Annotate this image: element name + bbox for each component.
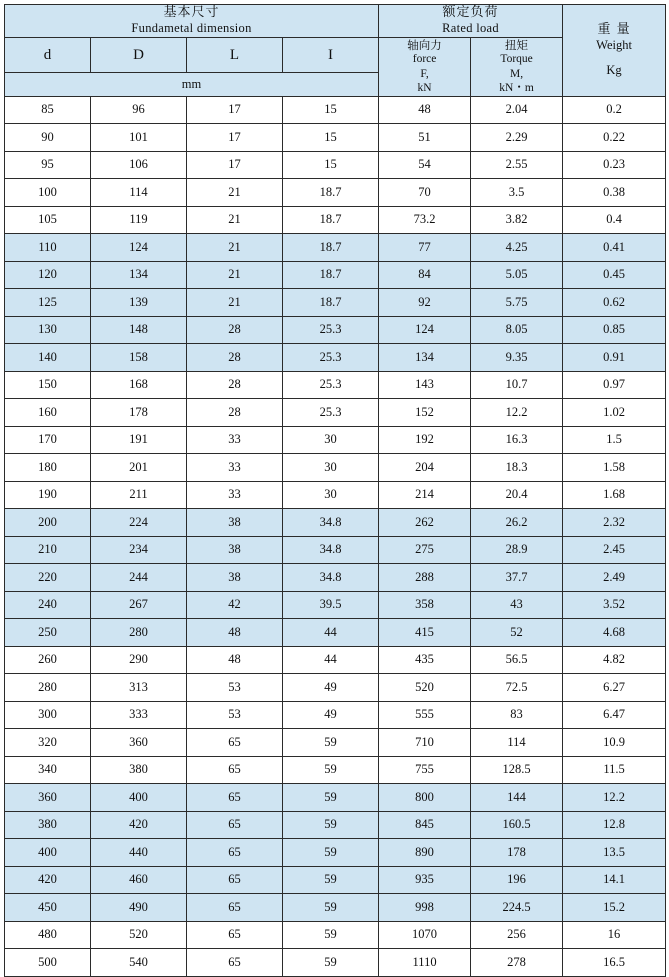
table-cell: 65	[187, 949, 283, 977]
table-cell: 114	[471, 729, 563, 757]
table-cell: 72.5	[471, 674, 563, 702]
table-cell: 2.04	[471, 96, 563, 124]
table-cell: 150	[5, 371, 91, 399]
table-cell: 65	[187, 729, 283, 757]
table-cell: 3.5	[471, 179, 563, 207]
header-col-d-label: d	[43, 46, 52, 63]
table-row	[5, 811, 666, 839]
table-cell: 450	[5, 894, 91, 922]
header-group-dimension	[5, 5, 379, 38]
table-cell: 51	[379, 124, 471, 152]
table-cell: 4.68	[563, 619, 666, 647]
table-cell: 83	[471, 701, 563, 729]
table-row	[5, 454, 666, 482]
table-cell: 12.8	[563, 811, 666, 839]
table-row	[5, 509, 666, 537]
table-row	[5, 674, 666, 702]
table-row	[5, 96, 666, 124]
table-cell: 21	[187, 261, 283, 289]
table-cell: 144	[471, 784, 563, 812]
table-row	[5, 124, 666, 152]
header-weight-unit: Kg	[606, 62, 622, 77]
table-cell: 25.3	[283, 371, 379, 399]
table-cell: 13.5	[563, 839, 666, 867]
table-cell: 555	[379, 701, 471, 729]
table-cell: 92	[379, 289, 471, 317]
table-cell: 755	[379, 756, 471, 784]
table-cell: 0.41	[563, 234, 666, 262]
table-cell: 59	[283, 839, 379, 867]
table-cell: 70	[379, 179, 471, 207]
table-cell: 26.2	[471, 509, 563, 537]
table-cell: 520	[91, 921, 187, 949]
table-cell: 260	[5, 646, 91, 674]
header-weight-cn: 重 量	[597, 22, 631, 38]
table-cell: 65	[187, 839, 283, 867]
table-row	[5, 564, 666, 592]
table-cell: 10.7	[471, 371, 563, 399]
header-col-L	[187, 38, 283, 73]
table-cell: 0.45	[563, 261, 666, 289]
table-cell: 3.82	[471, 206, 563, 234]
table-cell: 119	[91, 206, 187, 234]
table-cell: 65	[187, 921, 283, 949]
table-row	[5, 784, 666, 812]
table-cell: 220	[5, 564, 91, 592]
table-cell: 160	[5, 399, 91, 427]
table-cell: 90	[5, 124, 91, 152]
table-cell: 275	[379, 536, 471, 564]
table-row	[5, 289, 666, 317]
table-cell: 12.2	[471, 399, 563, 427]
table-cell: 15	[283, 96, 379, 124]
table-cell: 20.4	[471, 481, 563, 509]
table-cell: 320	[5, 729, 91, 757]
table-cell: 0.97	[563, 371, 666, 399]
table-cell: 0.38	[563, 179, 666, 207]
table-cell: 420	[5, 866, 91, 894]
table-row	[5, 619, 666, 647]
table-cell: 8.05	[471, 316, 563, 344]
table-cell: 360	[5, 784, 91, 812]
table-cell: 290	[91, 646, 187, 674]
table-cell: 18.3	[471, 454, 563, 482]
table-cell: 520	[379, 674, 471, 702]
table-cell: 38	[187, 564, 283, 592]
table-cell: 25.3	[283, 399, 379, 427]
table-cell: 34.8	[283, 509, 379, 537]
table-cell: 160.5	[471, 811, 563, 839]
header-torque-cn: 扭矩	[505, 38, 529, 52]
table-cell: 52	[471, 619, 563, 647]
table-cell: 480	[5, 921, 91, 949]
table-cell: 262	[379, 509, 471, 537]
table-cell: 5.05	[471, 261, 563, 289]
table-cell: 140	[5, 344, 91, 372]
table-cell: 44	[283, 619, 379, 647]
table-cell: 17	[187, 96, 283, 124]
table-cell: 1070	[379, 921, 471, 949]
table-cell: 998	[379, 894, 471, 922]
table-cell: 360	[91, 729, 187, 757]
table-cell: 278	[471, 949, 563, 977]
table-cell: 44	[283, 646, 379, 674]
table-row	[5, 536, 666, 564]
table-cell: 48	[187, 619, 283, 647]
table-cell: 65	[187, 811, 283, 839]
header-force-unit: kN	[417, 82, 432, 95]
table-cell: 0.4	[563, 206, 666, 234]
table-cell: 0.23	[563, 151, 666, 179]
table-cell: 43	[471, 591, 563, 619]
table-cell: 1110	[379, 949, 471, 977]
table-cell: 2.55	[471, 151, 563, 179]
table-cell: 415	[379, 619, 471, 647]
table-cell: 28	[187, 399, 283, 427]
table-cell: 124	[91, 234, 187, 262]
table-cell: 244	[91, 564, 187, 592]
table-cell: 170	[5, 426, 91, 454]
table-cell: 59	[283, 949, 379, 977]
table-cell: 210	[5, 536, 91, 564]
table-cell: 250	[5, 619, 91, 647]
table-cell: 30	[283, 454, 379, 482]
table-cell: 18.7	[283, 289, 379, 317]
table-body	[5, 96, 666, 976]
table-cell: 59	[283, 784, 379, 812]
header-torque-unit: kN・m	[499, 82, 534, 95]
table-cell: 3.52	[563, 591, 666, 619]
table-cell: 33	[187, 426, 283, 454]
table-cell: 890	[379, 839, 471, 867]
table-cell: 42	[187, 591, 283, 619]
table-cell: 4.82	[563, 646, 666, 674]
table-cell: 59	[283, 866, 379, 894]
table-cell: 435	[379, 646, 471, 674]
header-force-cn: 轴向力	[407, 38, 442, 52]
table-cell: 30	[283, 481, 379, 509]
table-cell: 48	[187, 646, 283, 674]
table-cell: 333	[91, 701, 187, 729]
table-cell: 1.68	[563, 481, 666, 509]
table-cell: 935	[379, 866, 471, 894]
table-cell: 440	[91, 839, 187, 867]
table-cell: 59	[283, 756, 379, 784]
table-cell: 420	[91, 811, 187, 839]
table-row	[5, 234, 666, 262]
table-row	[5, 426, 666, 454]
table-cell: 28.9	[471, 536, 563, 564]
table-cell: 4.25	[471, 234, 563, 262]
table-cell: 73.2	[379, 206, 471, 234]
table-cell: 10.9	[563, 729, 666, 757]
table-cell: 12.2	[563, 784, 666, 812]
header-col-I	[283, 38, 379, 73]
table-cell: 1.58	[563, 454, 666, 482]
table-row	[5, 894, 666, 922]
table-cell: 17	[187, 151, 283, 179]
table-cell: 224.5	[471, 894, 563, 922]
table-cell: 59	[283, 811, 379, 839]
table-cell: 201	[91, 454, 187, 482]
table-cell: 53	[187, 674, 283, 702]
table-cell: 54	[379, 151, 471, 179]
table-cell: 101	[91, 124, 187, 152]
table-cell: 191	[91, 426, 187, 454]
table-cell: 48	[379, 96, 471, 124]
table-cell: 65	[187, 866, 283, 894]
table-cell: 65	[187, 784, 283, 812]
table-cell: 65	[187, 756, 283, 784]
table-cell: 300	[5, 701, 91, 729]
table-row	[5, 729, 666, 757]
table-cell: 21	[187, 206, 283, 234]
table-cell: 49	[283, 674, 379, 702]
table-row	[5, 399, 666, 427]
table-cell: 21	[187, 289, 283, 317]
table-cell: 85	[5, 96, 91, 124]
table-cell: 400	[91, 784, 187, 812]
table-cell: 110	[5, 234, 91, 262]
table-cell: 1.02	[563, 399, 666, 427]
table-cell: 800	[379, 784, 471, 812]
table-cell: 190	[5, 481, 91, 509]
table-cell: 0.85	[563, 316, 666, 344]
specification-table	[4, 4, 666, 977]
table-cell: 6.47	[563, 701, 666, 729]
table-cell: 9.35	[471, 344, 563, 372]
table-cell: 178	[471, 839, 563, 867]
header-col-torque	[471, 38, 563, 97]
table-cell: 49	[283, 701, 379, 729]
table-cell: 139	[91, 289, 187, 317]
table-cell: 18.7	[283, 206, 379, 234]
table-cell: 77	[379, 234, 471, 262]
table-cell: 460	[91, 866, 187, 894]
table-cell: 21	[187, 234, 283, 262]
table-cell: 34.8	[283, 564, 379, 592]
table-cell: 280	[91, 619, 187, 647]
table-cell: 380	[91, 756, 187, 784]
table-cell: 37.7	[471, 564, 563, 592]
table-cell: 28	[187, 371, 283, 399]
header-group-load	[379, 5, 563, 38]
header-col-D	[91, 38, 187, 73]
table-cell: 128.5	[471, 756, 563, 784]
header-col-I-label: I	[328, 46, 334, 63]
table-cell: 192	[379, 426, 471, 454]
table-row	[5, 481, 666, 509]
table-cell: 18.7	[283, 234, 379, 262]
table-row	[5, 949, 666, 977]
table-cell: 95	[5, 151, 91, 179]
table-cell: 114	[91, 179, 187, 207]
table-cell: 30	[283, 426, 379, 454]
table-cell: 180	[5, 454, 91, 482]
table-cell: 224	[91, 509, 187, 537]
table-row	[5, 866, 666, 894]
table-cell: 2.49	[563, 564, 666, 592]
table-row	[5, 179, 666, 207]
table-cell: 105	[5, 206, 91, 234]
table-cell: 211	[91, 481, 187, 509]
table-cell: 267	[91, 591, 187, 619]
table-cell: 710	[379, 729, 471, 757]
table-cell: 380	[5, 811, 91, 839]
table-cell: 0.62	[563, 289, 666, 317]
header-torque-sym: M,	[509, 67, 524, 80]
table-header	[5, 5, 666, 97]
table-cell: 16	[563, 921, 666, 949]
table-row	[5, 701, 666, 729]
table-cell: 0.2	[563, 96, 666, 124]
table-cell: 124	[379, 316, 471, 344]
header-group-row	[5, 5, 666, 38]
table-cell: 2.29	[471, 124, 563, 152]
table-cell: 15	[283, 151, 379, 179]
table-cell: 100	[5, 179, 91, 207]
header-col-D-label: D	[133, 46, 144, 63]
table-cell: 25.3	[283, 316, 379, 344]
table-cell: 15.2	[563, 894, 666, 922]
table-row	[5, 591, 666, 619]
table-cell: 134	[91, 261, 187, 289]
table-cell: 540	[91, 949, 187, 977]
header-group-dimension-en: Fundametal dimension	[131, 21, 252, 36]
header-unit-mm: mm	[5, 73, 379, 96]
table-cell: 500	[5, 949, 91, 977]
table-cell: 280	[5, 674, 91, 702]
table-cell: 134	[379, 344, 471, 372]
table-cell: 158	[91, 344, 187, 372]
table-cell: 240	[5, 591, 91, 619]
table-cell: 340	[5, 756, 91, 784]
table-cell: 148	[91, 316, 187, 344]
table-row	[5, 344, 666, 372]
table-row	[5, 206, 666, 234]
table-cell: 84	[379, 261, 471, 289]
table-row	[5, 151, 666, 179]
table-cell: 358	[379, 591, 471, 619]
table-cell: 106	[91, 151, 187, 179]
table-row	[5, 316, 666, 344]
table-cell: 143	[379, 371, 471, 399]
header-weight-en: Weight	[596, 38, 632, 53]
table-cell: 214	[379, 481, 471, 509]
table-cell: 234	[91, 536, 187, 564]
table-cell: 0.22	[563, 124, 666, 152]
table-cell: 33	[187, 454, 283, 482]
header-group-dimension-cn: 基本尺寸	[163, 5, 220, 21]
header-force-en: force	[412, 53, 437, 66]
table-cell: 288	[379, 564, 471, 592]
table-cell: 33	[187, 481, 283, 509]
table-cell: 28	[187, 344, 283, 372]
table-cell: 53	[187, 701, 283, 729]
table-cell: 0.91	[563, 344, 666, 372]
table-cell: 11.5	[563, 756, 666, 784]
table-cell: 38	[187, 536, 283, 564]
table-cell: 65	[187, 894, 283, 922]
table-cell: 130	[5, 316, 91, 344]
header-group-weight	[563, 5, 666, 97]
table-cell: 2.32	[563, 509, 666, 537]
table-row	[5, 646, 666, 674]
table-cell: 120	[5, 261, 91, 289]
header-force-sym: F,	[420, 67, 429, 80]
table-cell: 59	[283, 894, 379, 922]
table-cell: 59	[283, 921, 379, 949]
table-cell: 400	[5, 839, 91, 867]
table-row	[5, 839, 666, 867]
table-cell: 56.5	[471, 646, 563, 674]
table-cell: 34.8	[283, 536, 379, 564]
table-cell: 168	[91, 371, 187, 399]
header-col-L-label: L	[229, 46, 240, 63]
header-col-d	[5, 38, 91, 73]
table-cell: 96	[91, 96, 187, 124]
table-cell: 14.1	[563, 866, 666, 894]
table-cell: 200	[5, 509, 91, 537]
table-cell: 204	[379, 454, 471, 482]
table-cell: 16.3	[471, 426, 563, 454]
table-cell: 25.3	[283, 344, 379, 372]
table-cell: 38	[187, 509, 283, 537]
table-row	[5, 371, 666, 399]
table-cell: 2.45	[563, 536, 666, 564]
table-cell: 39.5	[283, 591, 379, 619]
table-cell: 59	[283, 729, 379, 757]
header-group-load-cn: 额定负荷	[442, 5, 499, 21]
table-cell: 845	[379, 811, 471, 839]
table-cell: 313	[91, 674, 187, 702]
header-torque-en: Torque	[500, 53, 533, 66]
table-cell: 5.75	[471, 289, 563, 317]
header-col-force	[379, 38, 471, 97]
table-cell: 490	[91, 894, 187, 922]
table-cell: 28	[187, 316, 283, 344]
table-cell: 18.7	[283, 261, 379, 289]
table-cell: 152	[379, 399, 471, 427]
table-cell: 178	[91, 399, 187, 427]
table-cell: 16.5	[563, 949, 666, 977]
table-cell: 21	[187, 179, 283, 207]
header-group-load-en: Rated load	[442, 21, 499, 36]
table-cell: 196	[471, 866, 563, 894]
table-cell: 15	[283, 124, 379, 152]
table-cell: 125	[5, 289, 91, 317]
table-row	[5, 921, 666, 949]
table-row	[5, 261, 666, 289]
table-cell: 256	[471, 921, 563, 949]
table-cell: 17	[187, 124, 283, 152]
table-cell: 1.5	[563, 426, 666, 454]
table-cell: 6.27	[563, 674, 666, 702]
table-cell: 18.7	[283, 179, 379, 207]
